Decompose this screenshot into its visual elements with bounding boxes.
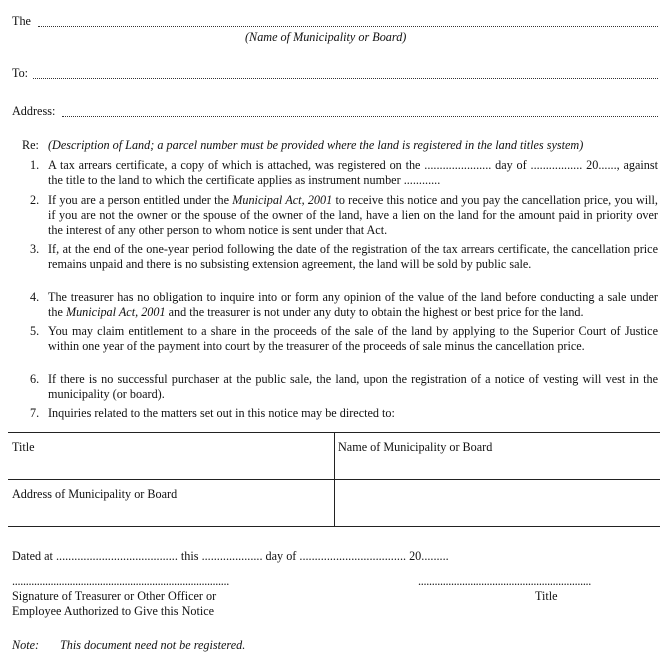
item-2-post: to receive this notice and you pay the cancellation price, you will, if you are not the owner or the spouse of the owner of the land, have a lien on the land for the amount paid in priority over the interest of any other person to whom notice is sent under that Act. [48, 193, 658, 237]
item-4-act: Municipal Act, 2001 [65, 305, 166, 319]
item-1-text: A tax arrears certificate, a copy of which is attached, was registered on the ...................... day of ................. 20......, against the title to the land to which the certificate applies as instrument number ............ [48, 158, 658, 187]
municipality-name-field[interactable] [38, 26, 658, 27]
to-field[interactable] [33, 78, 658, 79]
item-number: 3. [30, 242, 40, 256]
address-field[interactable] [62, 116, 658, 117]
item-number: 2. [30, 193, 40, 207]
dated-line: Dated at ........................................ this .................... day of ................................... 20......... [12, 549, 449, 563]
table-address-label: Address of Municipality or Board [12, 487, 178, 501]
item-2-text [48, 193, 658, 238]
item-3-text: If, at the end of the one-year period following the date of the registration of the tax arrears certificate, the cancellation price remains unpaid and there is no subsisting extension agreement, the land will be sold by public sale. [48, 242, 658, 271]
signature-caption-line2: Employee Authorized to Give this Notice [12, 604, 215, 618]
item-2-act: Municipal Act, 2001 [232, 193, 333, 207]
item-2-pre: If you are a person entitled under the [48, 193, 233, 207]
note-text: This document need not be registered. [60, 638, 246, 652]
table-name-label: Name of Municipality or Board [338, 440, 493, 454]
note-label: Note: [12, 638, 40, 652]
item-7-text: Inquiries related to the matters set out in this notice may be directed to: [48, 406, 395, 420]
table-title-label: Title [12, 440, 35, 454]
item-number: 1. [30, 158, 40, 172]
item-4-text [48, 290, 658, 320]
signature-caption-line1: Signature of Treasurer or Other Officer or [12, 589, 217, 603]
table-bottom-border [8, 526, 660, 527]
address-label: Address: [12, 104, 56, 118]
title-signature-line[interactable]: ............................................................... [418, 574, 592, 588]
the-label: The [12, 14, 31, 28]
table-column-divider [334, 432, 335, 526]
item-5-text: You may claim entitlement to a share in the proceeds of the sale of the land by applying to the Superior Court of Justice within one year of the payment into court by the treasurer of the proceeds of sale minus the cancellation price. [48, 324, 658, 353]
municipality-caption: (Name of Municipality or Board) [245, 30, 407, 44]
item-number: 5. [30, 324, 40, 338]
signature-title-label: Title [535, 589, 558, 603]
item-number: 4. [30, 290, 40, 304]
item-number: 7. [30, 406, 40, 420]
re-label: Re: [22, 138, 39, 152]
to-label: To: [12, 66, 29, 80]
item-4-post: and the treasurer is not under any duty to obtain the highest or best price for the land. [165, 305, 584, 319]
item-number: 6. [30, 372, 40, 386]
item-6-text: If there is no successful purchaser at the public sale, the land, upon the registration of a notice of vesting will vest in the municipality (or board). [48, 372, 658, 401]
land-description-caption: (Description of Land; a parcel number must be provided where the land is registered in the land titles system) [48, 138, 584, 152]
item-4-pre: The treasurer has no obligation to inquire into or form any opinion of the value of the land before conducting a sale under the [48, 290, 658, 319]
signature-line[interactable]: ............................................................................... [12, 574, 230, 588]
